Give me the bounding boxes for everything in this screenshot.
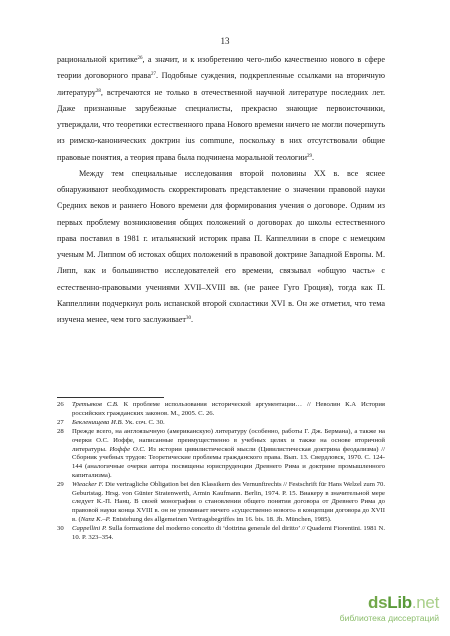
footnote-text: Прежде всего, на англоязычную (американскую) литературу (особенно, работы Г. Дж. Бермана), а также на очерки О.С. Иоффе, написанные преимущественно в учебных целях и также на основе вторичной литературы. (72, 428, 385, 453)
footnote-author: Бекленищева И.В. (72, 418, 124, 426)
footnote-author: Cappellini P. (72, 524, 107, 532)
footnote-text: Из истории цивилистической мысли (Цивилистическая доктрина феодализма) // Сборник учебных трудов: Теоретические проблемы гражданского права. Вып. 13. Свердловск, 1970. С. 124-144 (аналогичные очерки автора посвящены юриспруденции Древнего Рима и доктрине промышленного капитализма). (72, 445, 386, 479)
footnote-divider (57, 397, 164, 398)
footnote-ref-29[interactable]: 29 (307, 153, 313, 159)
footnote-28 (57, 428, 385, 480)
footnote-number: 29 (57, 480, 64, 488)
footnote-text: Ук. соч. С. 30. (123, 418, 165, 426)
footnote-number: 27 (57, 418, 64, 426)
dslib-subtitle: библиотека диссертаций (339, 613, 439, 623)
footnote-text: К проблеме использования исторической аргументации… // Неволин К.А История российских гражданских законов. М., 2005. С. 26. (72, 401, 385, 417)
footnote-author: Wieacker F. (72, 480, 104, 488)
dslib-logo: dsLib.net (368, 593, 439, 612)
page-number: 13 (220, 36, 230, 46)
footnote-27 (57, 419, 385, 428)
main-text (57, 52, 385, 328)
footnote-29 (57, 481, 385, 525)
footnote-ref-26[interactable]: 26 (137, 56, 143, 61)
paragraph-2: Между тем специальные исследования второй половины XX в. все яснее обнаруживают необходимость скорректировать представление о значении правовой науки Средних веков и раннего Нового времени для формирования учения о договоре. Одним из первых проблему возникновения общих положений о договорах до школы естественного права поставил в 1981 г. итальянский историк права П. Каппеллини в споре с немецким ученым М. Липпом об истоках общих положений в правовой доктрине Западной Европы. М. Липп, как и большинство исследователей его времени, связывал «общую часть» с естественно-правовыми учениями XVII–XVIII вв. (не ранее Гуго Гроция), тогда как П. Каппеллини подчеркнул роль испанской второй схоластики XVI в. Он же отметил, что тема изучена менее, чем того заслуживает$^{30}$. (57, 168, 385, 324)
footnote-author: Иоффе О.С. (109, 445, 146, 453)
footnote-text: Entstehung des allgemeinen Vertragsbegriffes im 16. bis. 18. Jh. München, 1985). (110, 515, 332, 523)
footnote-ref-27[interactable]: 27 (150, 72, 156, 78)
footnote-number: 28 (57, 428, 64, 436)
footnote-26 (57, 401, 385, 418)
footnote-text: Die vertragliche Obligation bei den Klassikern des Vernunftrechts // Festschrift für Hans Welzel zum 70. Geburtstag. Hrsg. von Günter Stratenwerth, Armin Kaufmann. Berlin, 1974. P. 15. Виакеру в значительной мере следует К.-П. Нанц. В своей монографии о становлении общего понятия договора от Древнего Рима до правовой науки конца XVIII в. он не упоминает ничего «существенно нового» в концепции договора до XVII в. ( (72, 480, 385, 523)
footnote-text: Sulla formazione del moderno concetto di ‘dottrina generale del diritto’ // Quaderni Fiorentini. 1981 N. 10. P. 323–354. (72, 524, 385, 541)
footnotes (57, 401, 385, 543)
footnote-30 (57, 525, 385, 542)
footnote-number: 30 (57, 524, 64, 532)
dslib-watermark[interactable] (318, 593, 443, 627)
footnote-author: Nanz K.–P. (80, 515, 111, 523)
footnote-ref-28[interactable]: 28 (95, 88, 101, 94)
paragraph-1: рациональной критике$^{26}$, а значит, и к изобретению чего-либо качественно нового в сфере теории договорного права$^{27}$. Подобные суждения, подкрепленные ссылками на вторичную литературу$^{28}$, встречаются не только в отечественной научной литературе последних лет. Даже признанные зарубежные специалисты, прекрасно знающие первоисточники, утверждали, что теоретики естественного права Нового времени ничего не могли почерпнуть из римско-канонических доктрин ius commune, поскольку в них отсутствовали общие правовые понятия, а теория права была подчинена моральной теологии$^{29}$. (57, 55, 385, 162)
footnote-author: Третьяков С.В. (72, 401, 119, 408)
footnote-ref-30[interactable]: 30 (185, 316, 191, 321)
footnote-number: 26 (57, 401, 64, 408)
